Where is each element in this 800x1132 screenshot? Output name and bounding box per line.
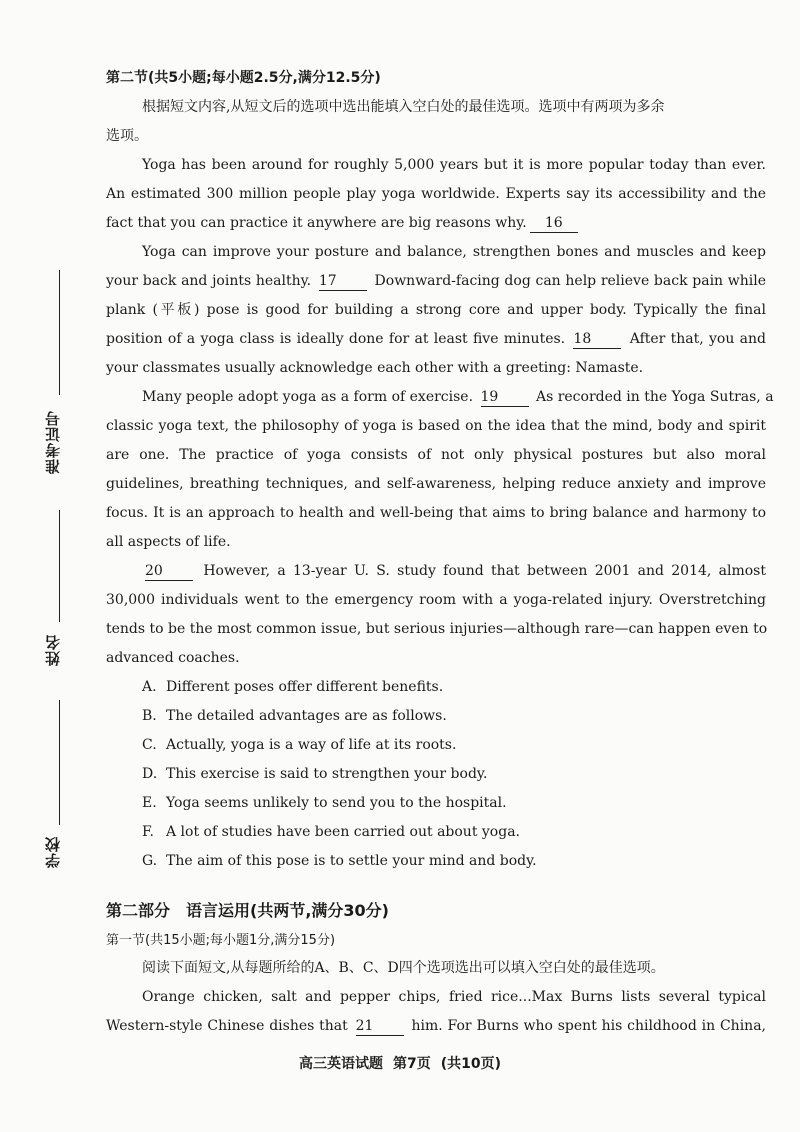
text-segment: your back and joints healthy. (106, 273, 312, 289)
option-letter: A. (142, 679, 157, 695)
text-line (106, 209, 766, 238)
option-letter: C. (142, 737, 157, 753)
footer-page: 第7页 (392, 1056, 431, 1072)
option-text: Different poses offer different benefits. (166, 679, 444, 695)
part2-title-b: 语言运用(共两节,满分30分) (186, 901, 389, 920)
text-segment: Downward-facing dog can help relieve back pain while (374, 273, 767, 289)
paragraph-4 (106, 557, 766, 673)
section-title: 第二节(共5小题;每小题2.5分,满分12.5分) (106, 70, 381, 86)
text-line: Orange chicken, salt and pepper chips, fried rice...Max Burns lists several typical (142, 989, 766, 1005)
text-segment: fact that you can practice it anywhere are big reasons why. (106, 215, 527, 231)
option-letter: E. (142, 795, 157, 811)
name-field (38, 510, 82, 670)
page-content (106, 64, 774, 1041)
page-footer (0, 1053, 800, 1073)
footer-subject: 高三英语试题 (298, 1056, 383, 1072)
text-line: Yoga can improve your posture and balance, strengthen bones and muscles and keep (142, 244, 766, 260)
option-text: The aim of this pose is to settle your mind and body. (166, 853, 537, 869)
text-line (106, 557, 766, 586)
paragraph-3 (106, 383, 774, 557)
option-f[interactable] (106, 818, 766, 847)
answer-blank-17[interactable]: 17 (319, 273, 367, 291)
option-letter: G. (142, 853, 158, 869)
exam-id-label: 准考证号 (44, 410, 62, 475)
instruction-line: 根据短文内容,从短文后的选项中选出能填入空白处的最佳选项。选项中有两项为多余 (142, 99, 665, 115)
option-g[interactable] (106, 847, 766, 876)
exam-id-field (38, 270, 82, 480)
text-line: tends to be the most common issue, but serious injuries—although rare—can happen even to (106, 621, 768, 637)
paragraph-1 (106, 151, 766, 238)
text-segment: him. For Burns who spent his childhood in China, (411, 1018, 766, 1034)
text-line: your classmates usually acknowledge each other with a greeting: Namaste. (106, 360, 644, 376)
text-line: Yoga has been around for roughly 5,000 years but it is more popular today than ever. (142, 157, 766, 173)
text-segment: After that, you and (629, 331, 766, 347)
option-b[interactable] (106, 702, 766, 731)
school-label: 学校 (44, 836, 62, 868)
option-text: A lot of studies have been carried out about yoga. (166, 824, 520, 840)
text-line (106, 325, 766, 354)
text-line: focus. It is an approach to health and well-being that aims to bring balance and harmony to (106, 505, 766, 521)
option-c[interactable] (106, 731, 766, 760)
student-info-sidebar (38, 270, 82, 890)
name-label: 姓名 (44, 634, 62, 666)
text-line: plank (平板) pose is good for building a strong core and upper body. Typically the final (106, 302, 766, 318)
answer-blank-19[interactable]: 19 (481, 389, 529, 407)
option-letter: D. (142, 766, 158, 782)
answer-blank-20[interactable]: 20 (145, 563, 193, 581)
exam-id-line[interactable] (59, 270, 60, 395)
text-segment: As recorded in the Yoga Sutras, a (535, 389, 774, 405)
part2-instruction: 阅读下面短文,从每题所给的A、B、C、D四个选项选出可以填入空白处的最佳选项。 (142, 960, 665, 976)
part2-subtitle: 第一节(共15小题;每小题1分,满分15分) (106, 933, 336, 948)
option-d[interactable] (106, 760, 766, 789)
option-letter: B. (142, 708, 157, 724)
part2-title (106, 894, 766, 928)
answer-blank-21[interactable]: 21 (356, 1018, 404, 1036)
instruction-line: 选项。 (106, 128, 148, 144)
text-line: classic yoga text, the philosophy of yoga is based on the idea that the mind, body and spirit (106, 418, 766, 434)
text-line (106, 1012, 766, 1041)
text-segment: Western-style Chinese dishes that (106, 1018, 348, 1034)
text-line: all aspects of life. (106, 534, 231, 550)
answer-blank-16[interactable]: 16 (530, 215, 578, 233)
text-line: guidelines, breathing techniques, and self-awareness, helping reduce anxiety and improve (106, 476, 766, 492)
option-text: Actually, yoga is a way of life at its roots. (166, 737, 457, 753)
school-field (38, 700, 82, 870)
text-segment: Many people adopt yoga as a form of exercise. (142, 389, 474, 405)
school-line[interactable] (59, 700, 60, 825)
part2-title-a: 第二部分 (106, 901, 171, 920)
text-line: An estimated 300 million people play yoga worldwide. Experts say its accessibility and the (106, 186, 766, 202)
option-text: The detailed advantages are as follows. (166, 708, 447, 724)
paragraph-2 (106, 238, 766, 383)
option-letter: F. (142, 824, 154, 840)
text-line: are one. The practice of yoga consists of not only physical postures but also moral (106, 447, 766, 463)
name-line[interactable] (59, 510, 60, 622)
option-a[interactable] (106, 673, 766, 702)
text-line (106, 267, 766, 296)
text-segment: However, a 13-year U. S. study found that between 2001 and 2014, almost (203, 563, 766, 579)
text-line: 30,000 individuals went to the emergency room with a yoga-related injury. Overstretching (106, 592, 766, 608)
answer-blank-18[interactable]: 18 (573, 331, 621, 349)
text-segment: position of a yoga class is ideally done for at least five minutes. (106, 331, 566, 347)
options-list (106, 673, 766, 876)
footer-total: (共10页) (440, 1056, 502, 1072)
option-text: Yoga seems unlikely to send you to the hospital. (166, 795, 507, 811)
text-line (106, 383, 774, 412)
option-text: This exercise is said to strengthen your body. (166, 766, 488, 782)
text-line: advanced coaches. (106, 650, 240, 666)
option-e[interactable] (106, 789, 766, 818)
